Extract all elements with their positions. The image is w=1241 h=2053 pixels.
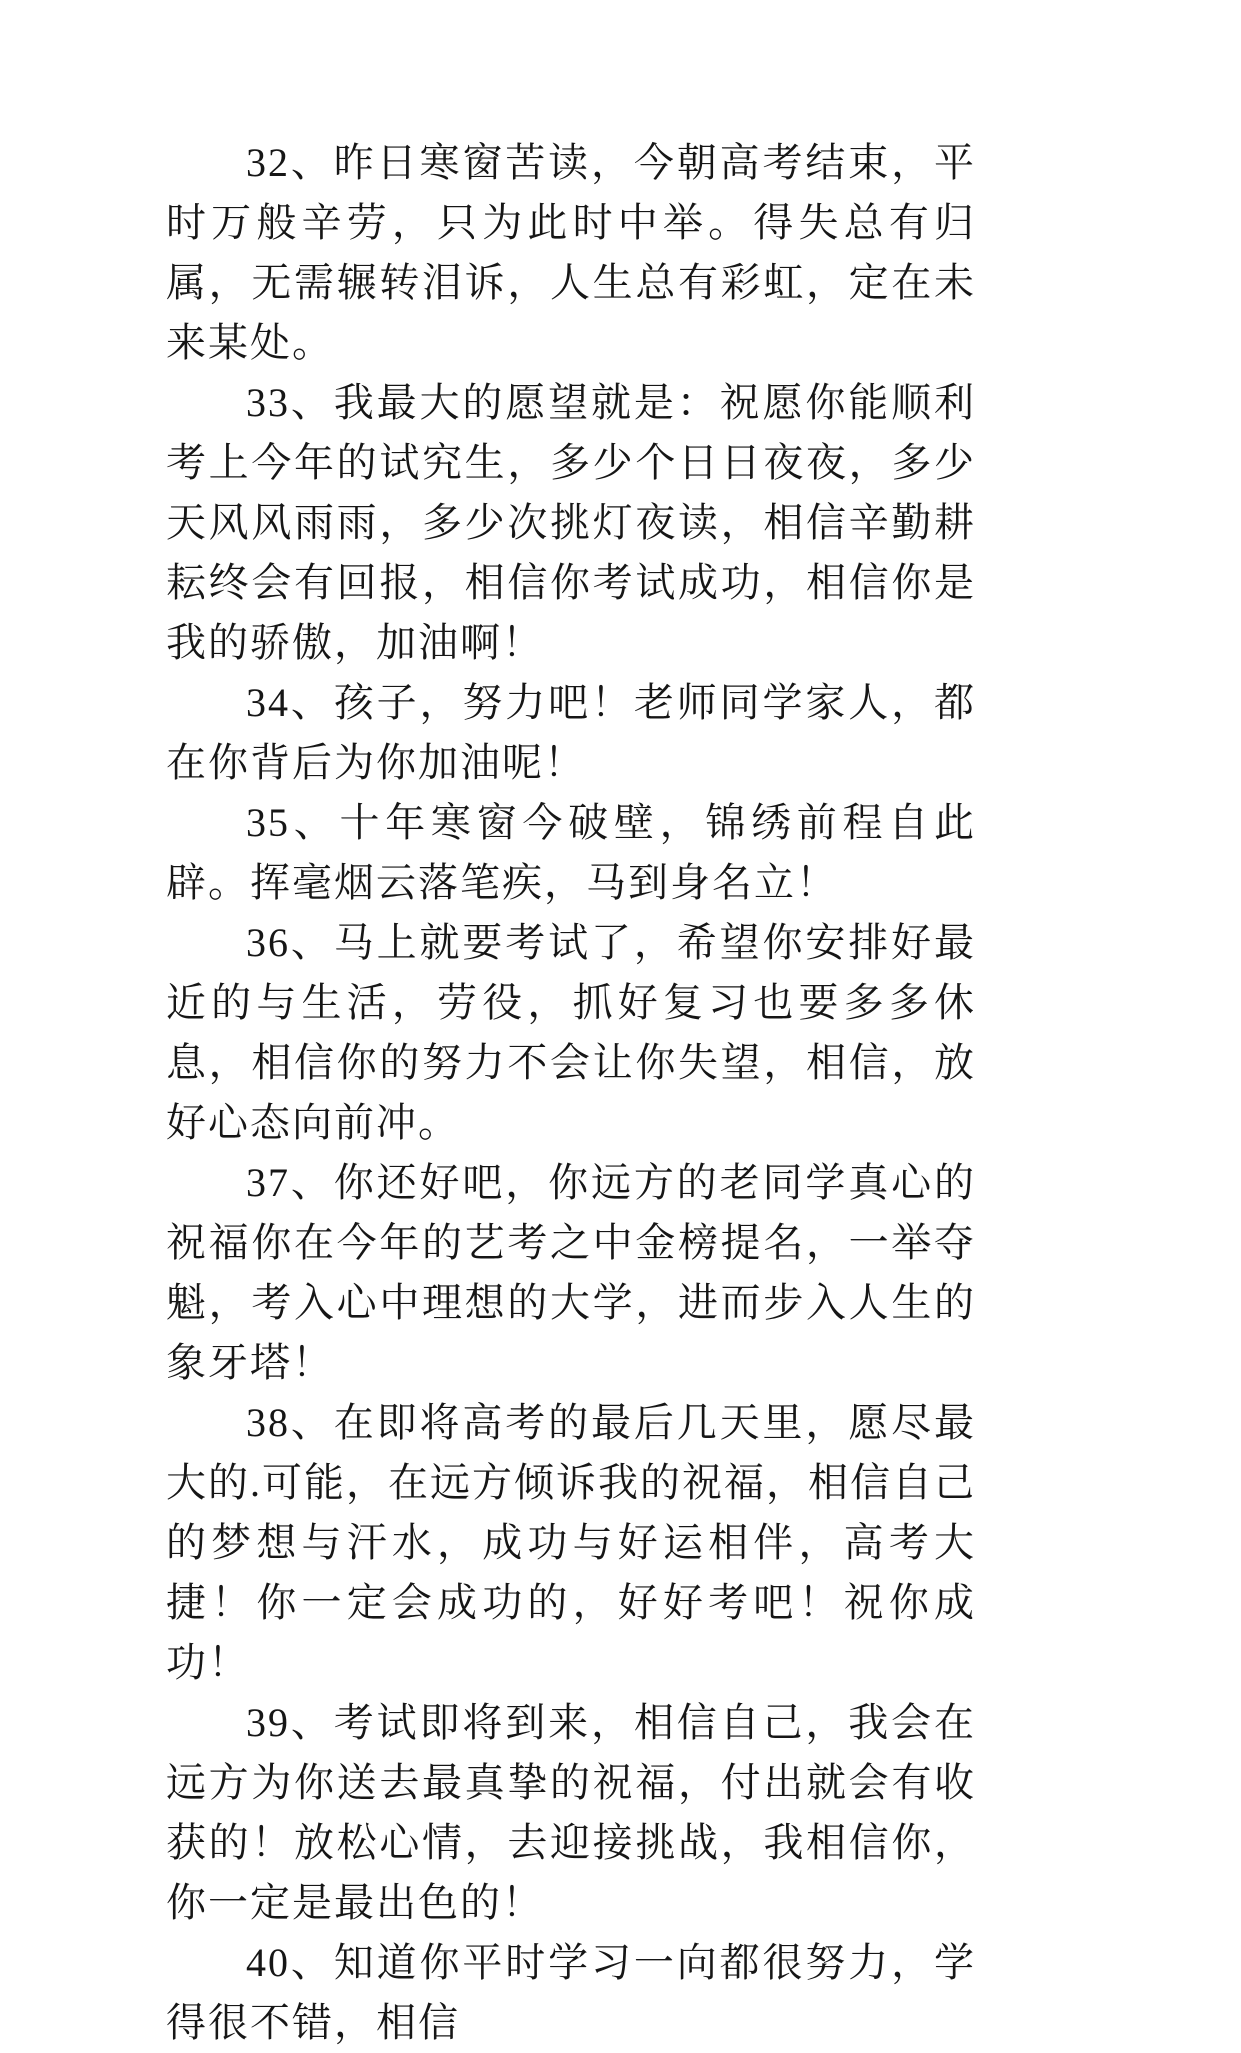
- paragraph-37: 37、你还好吧，你远方的老同学真心的祝福你在今年的艺考之中金榜提名，一举夺魁，考入心中理想的大学，进而步入人生的象牙塔！: [166, 1160, 976, 1385]
- paragraph-34: 34、孩子，努力吧！老师同学家人，都在你背后为你加油呢！: [166, 680, 976, 785]
- paragraph-38: 38、在即将高考的最后几天里，愿尽最大的.可能，在远方倾诉我的祝福，相信自己的梦想与汗水，成功与好运相伴，高考大捷！你一定会成功的，好好考吧！祝你成功！: [166, 1400, 976, 1685]
- paragraph-35: 35、十年寒窗今破壁，锦绣前程自此辟。挥毫烟云落笔疾，马到身名立！: [166, 800, 976, 905]
- paragraph-32: 32、昨日寒窗苦读，今朝高考结束，平时万般辛劳，只为此时中举。得失总有归属，无需辗转泪诉，人生总有彩虹，定在未来某处。: [166, 140, 976, 365]
- paragraph-40: 40、知道你平时学习一向都很努力，学得很不错，相信: [166, 1940, 976, 2045]
- paragraph-36: 36、马上就要考试了，希望你安排好最近的与生活，劳役，抓好复习也要多多休息，相信你的努力不会让你失望，相信，放好心态向前冲。: [166, 920, 976, 1145]
- paragraph-33: 33、我最大的愿望就是：祝愿你能顺利考上今年的试究生，多少个日日夜夜，多少天风风雨雨，多少次挑灯夜读，相信辛勤耕耘终会有回报，相信你考试成功，相信你是我的骄傲，加油啊！: [166, 380, 976, 665]
- paragraph-39: 39、考试即将到来，相信自己，我会在远方为你送去最真挚的祝福，付出就会有收获的！放松心情，去迎接挑战，我相信你，你一定是最出色的！: [166, 1700, 976, 1925]
